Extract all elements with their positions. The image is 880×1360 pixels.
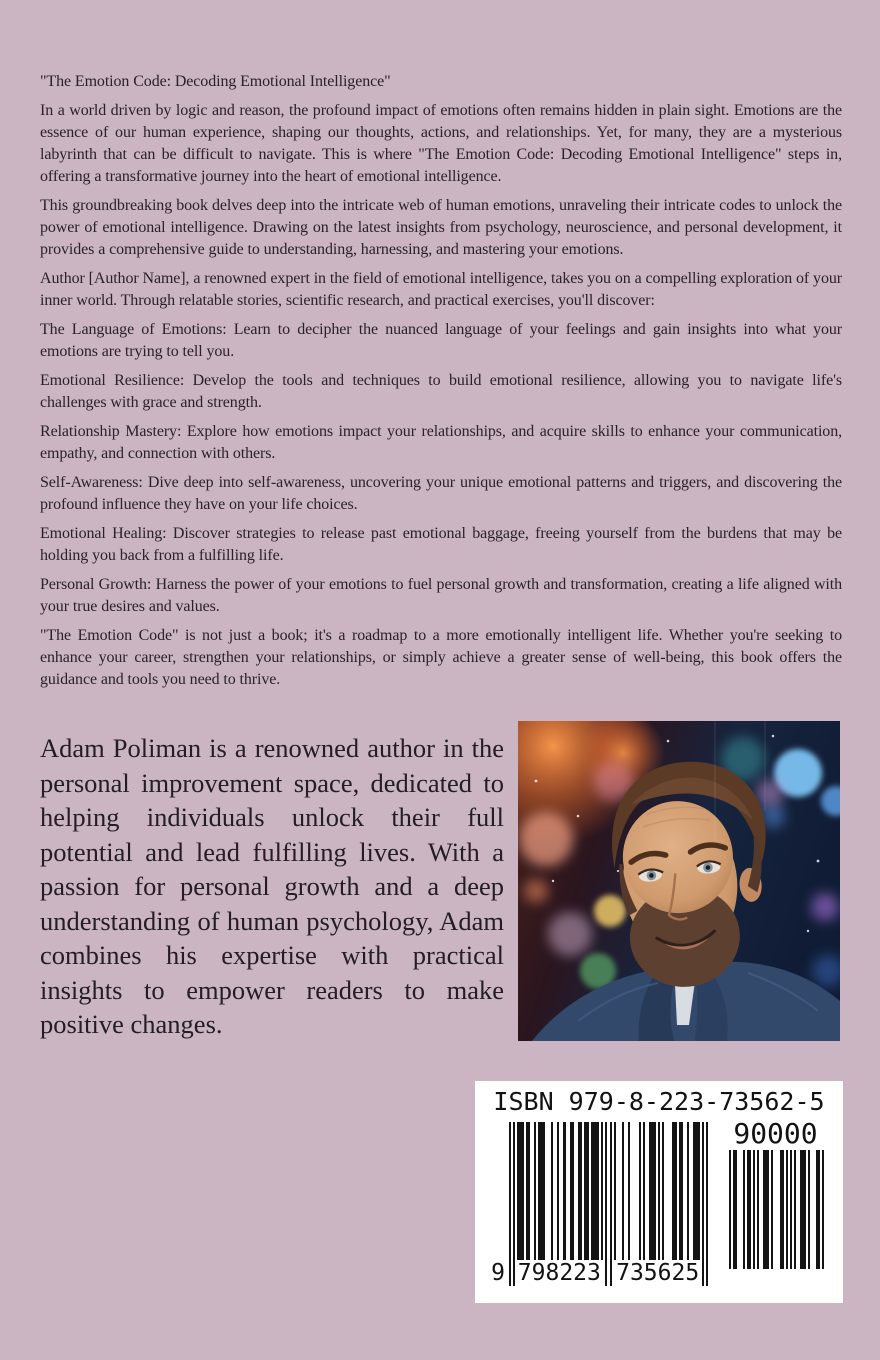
ean5-bars	[727, 1150, 824, 1269]
author-bio: Adam Poliman is a renowned author in the personal improvement space, dedicated to helping individuals unlock their full potential and lead fulfilling lives. With a passion for personal growth and a deep understanding of human psychology, Adam combines his expertise with practical insights to empower readers to make positive changes.	[40, 733, 504, 1039]
ean13-digit-lead: 9	[491, 1260, 505, 1286]
synopsis-paragraph: The Language of Emotions: Learn to decipher the nuanced language of your feelings and gain insights into what your emotions are trying to tell you.	[40, 321, 842, 360]
synopsis-paragraph: In a world driven by logic and reason, the profound impact of emotions often remains hidden in plain sight. Emotions are the essence of our human experience, shaping our thoughts, actions, and relationships. Yet, for many, they are a mysterious labyrinth that can be difficult to navigate. This is where "The Emotion Code: Decoding Emotional Intelligence" steps in, offering a transformative journey into the heart of emotional intelligence.	[40, 102, 842, 185]
ean13-barcode	[491, 1122, 708, 1286]
isbn-number: ISBN 979-8-223-73562-5	[493, 1087, 825, 1116]
synopsis-paragraph: Self-Awareness: Dive deep into self-awareness, uncovering your unique emotional patterns and triggers, and discovering the profound influence they have on your life choices.	[40, 474, 842, 513]
isbn-barcode-block	[475, 1081, 843, 1303]
synopsis-paragraph: Author [Author Name], a renowned expert in the field of emotional intelligence, takes you on a compelling exploration of your inner world. Through relatable stories, scientific research, and practical exercises, you'll discover:	[40, 270, 842, 309]
synopsis-paragraph: Emotional Healing: Discover strategies to release past emotional baggage, freeing yourself from the burdens that may be holding you back from a fulfilling life.	[40, 525, 842, 564]
supplement-price-code: 90000	[733, 1117, 818, 1150]
synopsis-paragraph: Emotional Resilience: Develop the tools and techniques to build emotional resilience, allowing you to navigate life's challenges with grace and strength.	[40, 372, 842, 411]
book-title: "The Emotion Code: Decoding Emotional Intelligence"	[40, 73, 391, 90]
author-photo	[518, 721, 840, 1041]
synopsis	[40, 71, 842, 698]
author-photo-illustration	[518, 721, 840, 1041]
ean13-digits-right: 735625	[614, 1260, 702, 1286]
synopsis-paragraph: "The Emotion Code" is not just a book; it's a roadmap to a more emotionally intelligent life. Whether you're seeking to enhance your career, strengthen your relationships, or simply achieve a greater sense of well-being, this book offers the guidance and tools you need to thrive.	[40, 627, 842, 688]
synopsis-paragraph: This groundbreaking book delves deep into the intricate web of human emotions, unraveling their intricate codes to unlock the power of emotional intelligence. Drawing on the latest insights from psychology, neuroscience, and personal development, it provides a comprehensive guide to understanding, harnessing, and mastering your emotions.	[40, 197, 842, 258]
ean5-supplement	[727, 1117, 824, 1286]
synopsis-paragraph: Personal Growth: Harness the power of your emotions to fuel personal growth and transformation, creating a life aligned with your true desires and values.	[40, 576, 842, 615]
ean13-digits-left: 798223	[515, 1260, 603, 1286]
synopsis-paragraph: Relationship Mastery: Explore how emotions impact your relationships, and acquire skills to enhance your communication, empathy, and connection with others.	[40, 423, 842, 462]
